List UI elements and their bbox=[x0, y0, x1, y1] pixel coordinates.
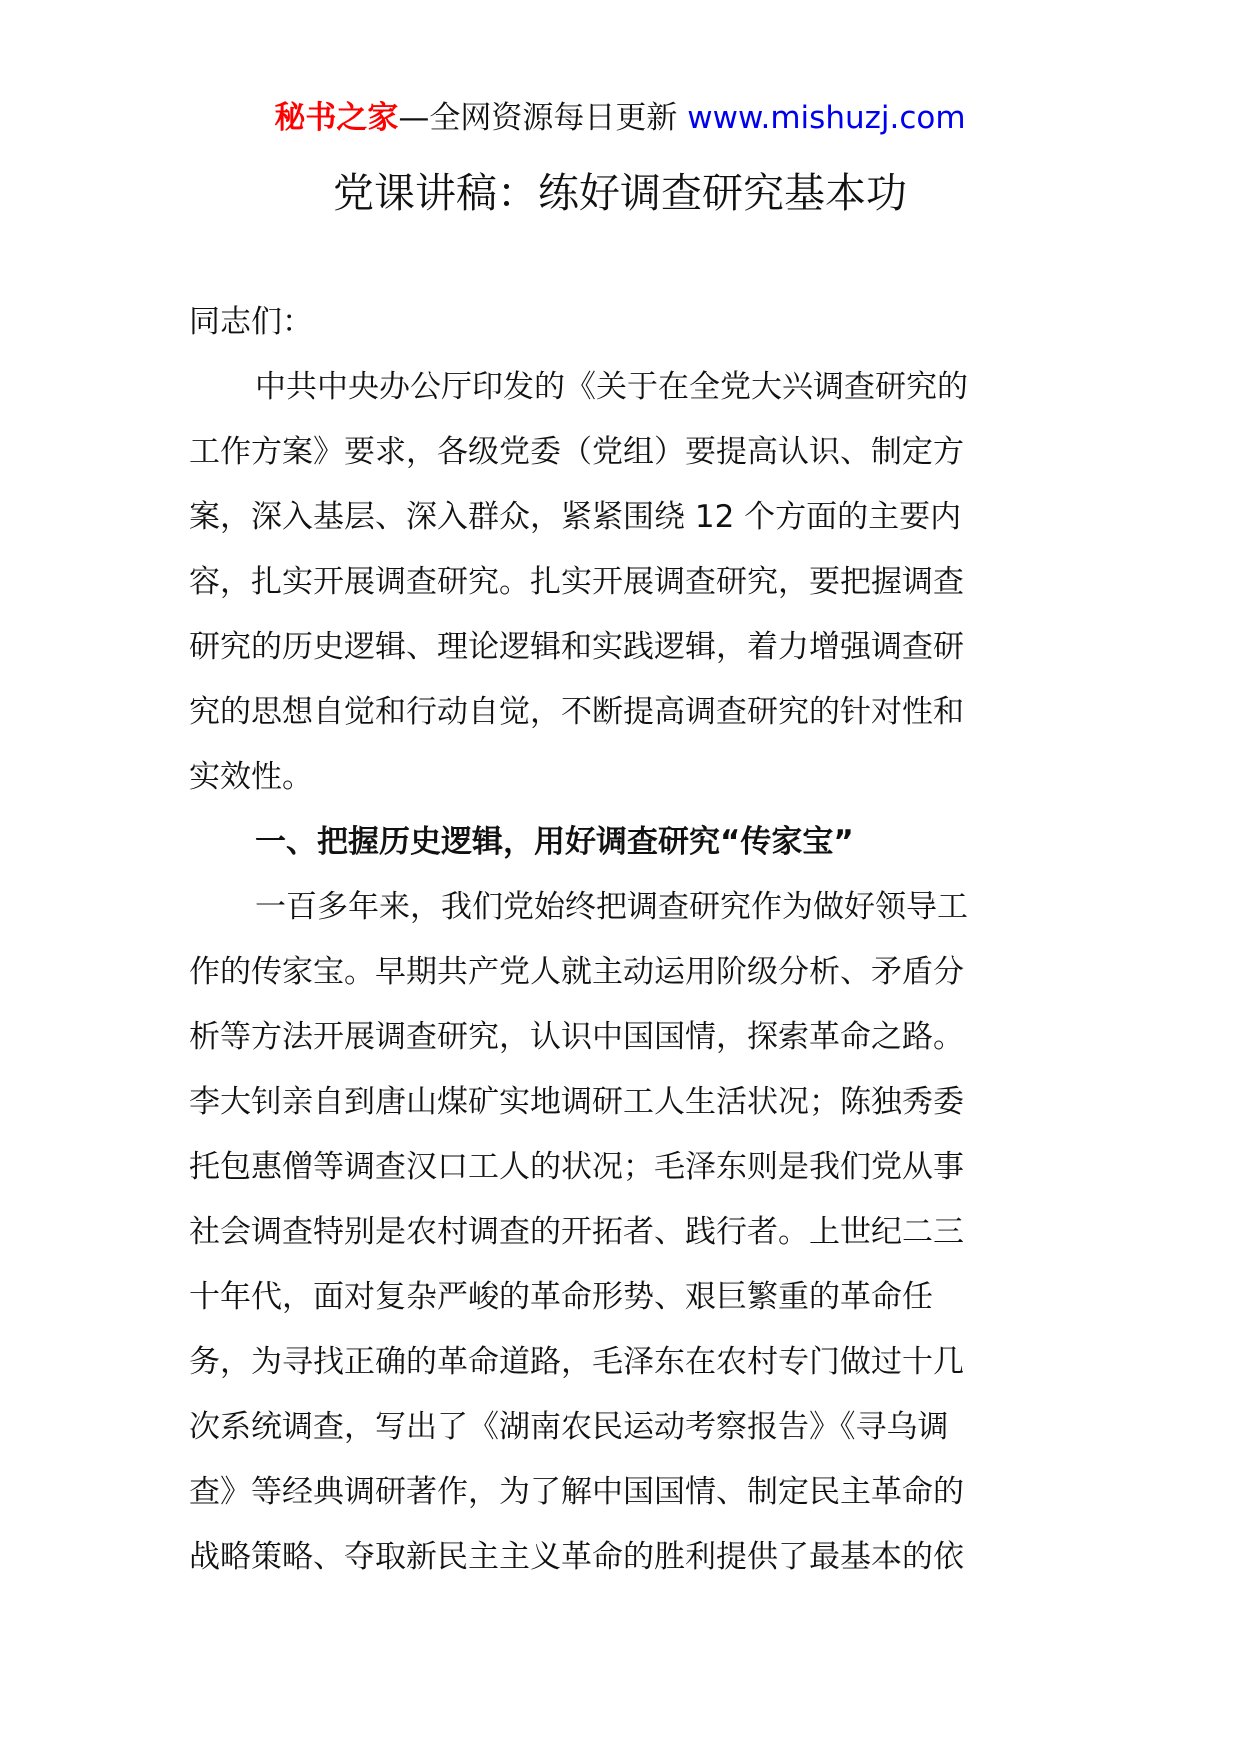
body-line: 析等方法开展调查研究，认识中国国情，探索革命之路。 bbox=[189, 1019, 964, 1055]
section-heading: 一、把握历史逻辑，用好调查研究“传家宝” bbox=[255, 824, 854, 860]
body-line: 究的思想自觉和行动自觉，不断提高调查研究的针对性和 bbox=[189, 694, 964, 730]
site-slogan: —全网资源每日更新 bbox=[398, 100, 678, 136]
greeting: 同志们： bbox=[189, 304, 313, 340]
body-line: 一百多年来，我们党始终把调查研究作为做好领导工 bbox=[255, 889, 968, 925]
document-body bbox=[189, 290, 1061, 1590]
body-line: 实效性。 bbox=[189, 759, 313, 795]
body-line: 李大钊亲自到唐山煤矿实地调研工人生活状况；陈独秀委 bbox=[189, 1084, 964, 1120]
body-line: 中共中央办公厅印发的《关于在全党大兴调查研究的 bbox=[255, 369, 968, 405]
body-line: 次系统调查，写出了《湖南农民运动考察报告》《寻乌调 bbox=[189, 1409, 949, 1445]
body-line: 托包惠僧等调查汉口工人的状况；毛泽东则是我们党从事 bbox=[189, 1149, 964, 1185]
body-line: 社会调查特别是农村调查的开拓者、践行者。上世纪二三 bbox=[189, 1214, 964, 1250]
body-line: 案，深入基层、深入群众，紧紧围绕 12 个方面的主要内 bbox=[189, 499, 962, 535]
site-url-link[interactable]: www.mishuzj.com bbox=[687, 100, 966, 136]
body-line: 战略策略、夺取新民主主义革命的胜利提供了最基本的依 bbox=[189, 1539, 964, 1575]
body-line: 十年代，面对复杂严峻的革命形势、艰巨繁重的革命任 bbox=[189, 1279, 933, 1315]
body-line: 工作方案》要求，各级党委（党组）要提高认识、制定方 bbox=[189, 434, 964, 470]
body-line: 作的传家宝。早期共产党人就主动运用阶级分析、矛盾分 bbox=[189, 954, 964, 990]
document-title: 党课讲稿：练好调查研究基本功 bbox=[333, 169, 907, 217]
body-line: 务，为寻找正确的革命道路，毛泽东在农村专门做过十几 bbox=[189, 1344, 964, 1380]
body-line: 研究的历史逻辑、理论逻辑和实践逻辑，着力增强调查研 bbox=[189, 629, 964, 665]
site-header bbox=[0, 96, 1240, 140]
body-line: 查》等经典调研著作，为了解中国国情、制定民主革命的 bbox=[189, 1474, 964, 1510]
site-brand: 秘书之家 bbox=[274, 100, 399, 136]
body-line: 容，扎实开展调查研究。扎实开展调查研究，要把握调查 bbox=[189, 564, 964, 600]
